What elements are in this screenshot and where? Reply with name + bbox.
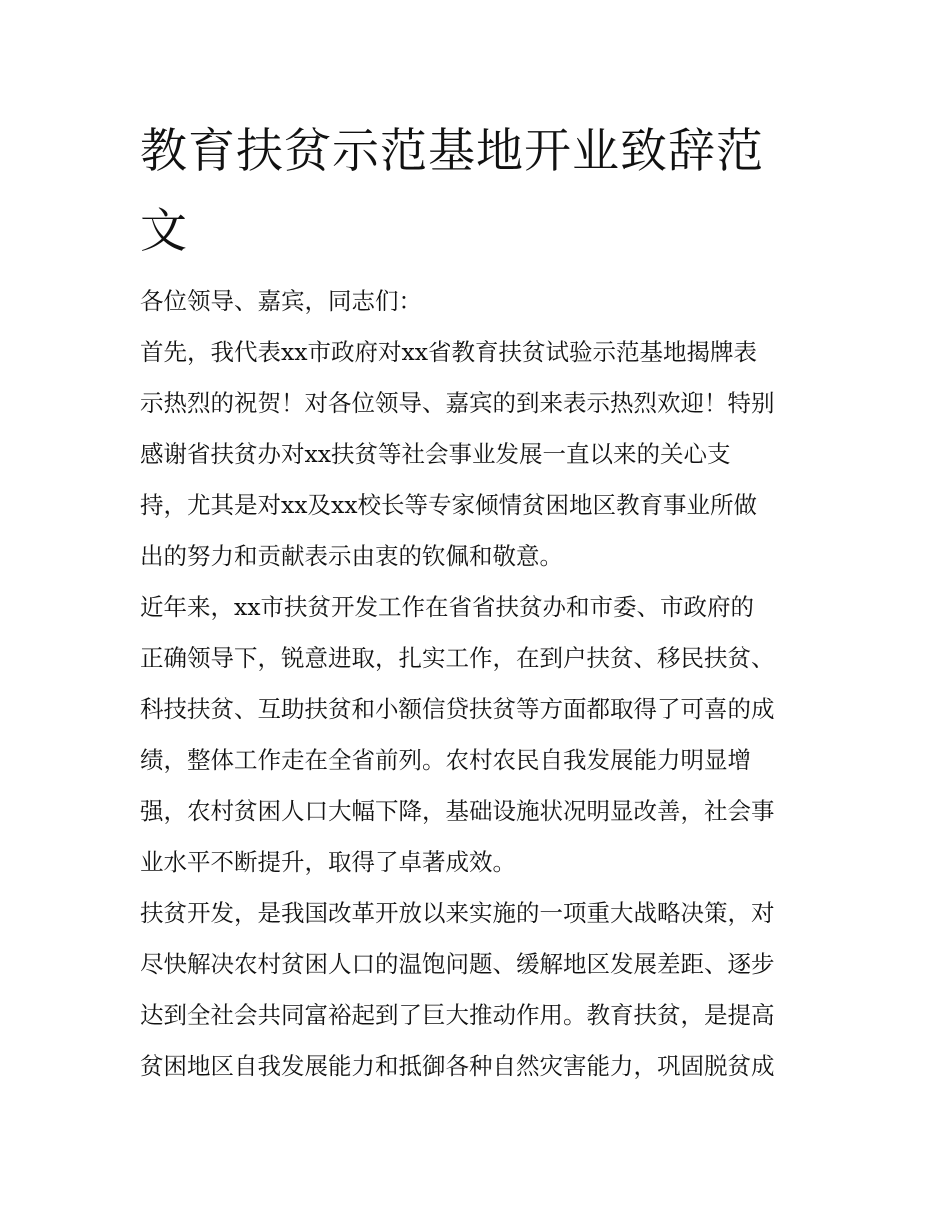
document-title: 教育扶贫示范基地开业致辞范 文 xyxy=(140,124,764,259)
paragraph: 扶贫开发，是我国改革开放以来实施的一项重大战略决策，对 尽快解决农村贫困人口的温饱问题、缓解地区发展差距、逐步 达到全社会共同富裕起到了巨大推动作用。教育扶贫，是提高 贫困地区自我发展能力和抵御各种自然灾害能力，巩固脱贫成 xyxy=(140,899,775,1080)
paragraph: 近年来，xx市扶贫开发工作在省省扶贫办和市委、市政府的 正确领导下，锐意进取，扎实工作，在到户扶贫、移民扶贫、 科技扶贫、互助扶贫和小额信贷扶贫等方面都取得了可喜的成 绩，整体工作走在全省前列。农村农民自我发展能力明显增 强，农村贫困人口大幅下降，基础设施状况明显改善，社会事 业水平不断提升，取得了卓著成效。 xyxy=(140,593,775,876)
salutation: 各位领导、嘉宾，同志们： xyxy=(140,287,422,315)
document-body xyxy=(140,276,820,1092)
paragraph: 首先，我代表xx市政府对xx省教育扶贫试验示范基地揭牌表 示热烈的祝贺！对各位领导、嘉宾的到来表示热烈欢迎！特别 感谢省扶贫办对xx扶贫等社会事业发展一直以来的关心支 持，尤其是对xx及xx校长等专家倾情贫困地区教育事业所做 出的努力和贡献表示由衷的钦佩和敬意。 xyxy=(140,338,775,570)
